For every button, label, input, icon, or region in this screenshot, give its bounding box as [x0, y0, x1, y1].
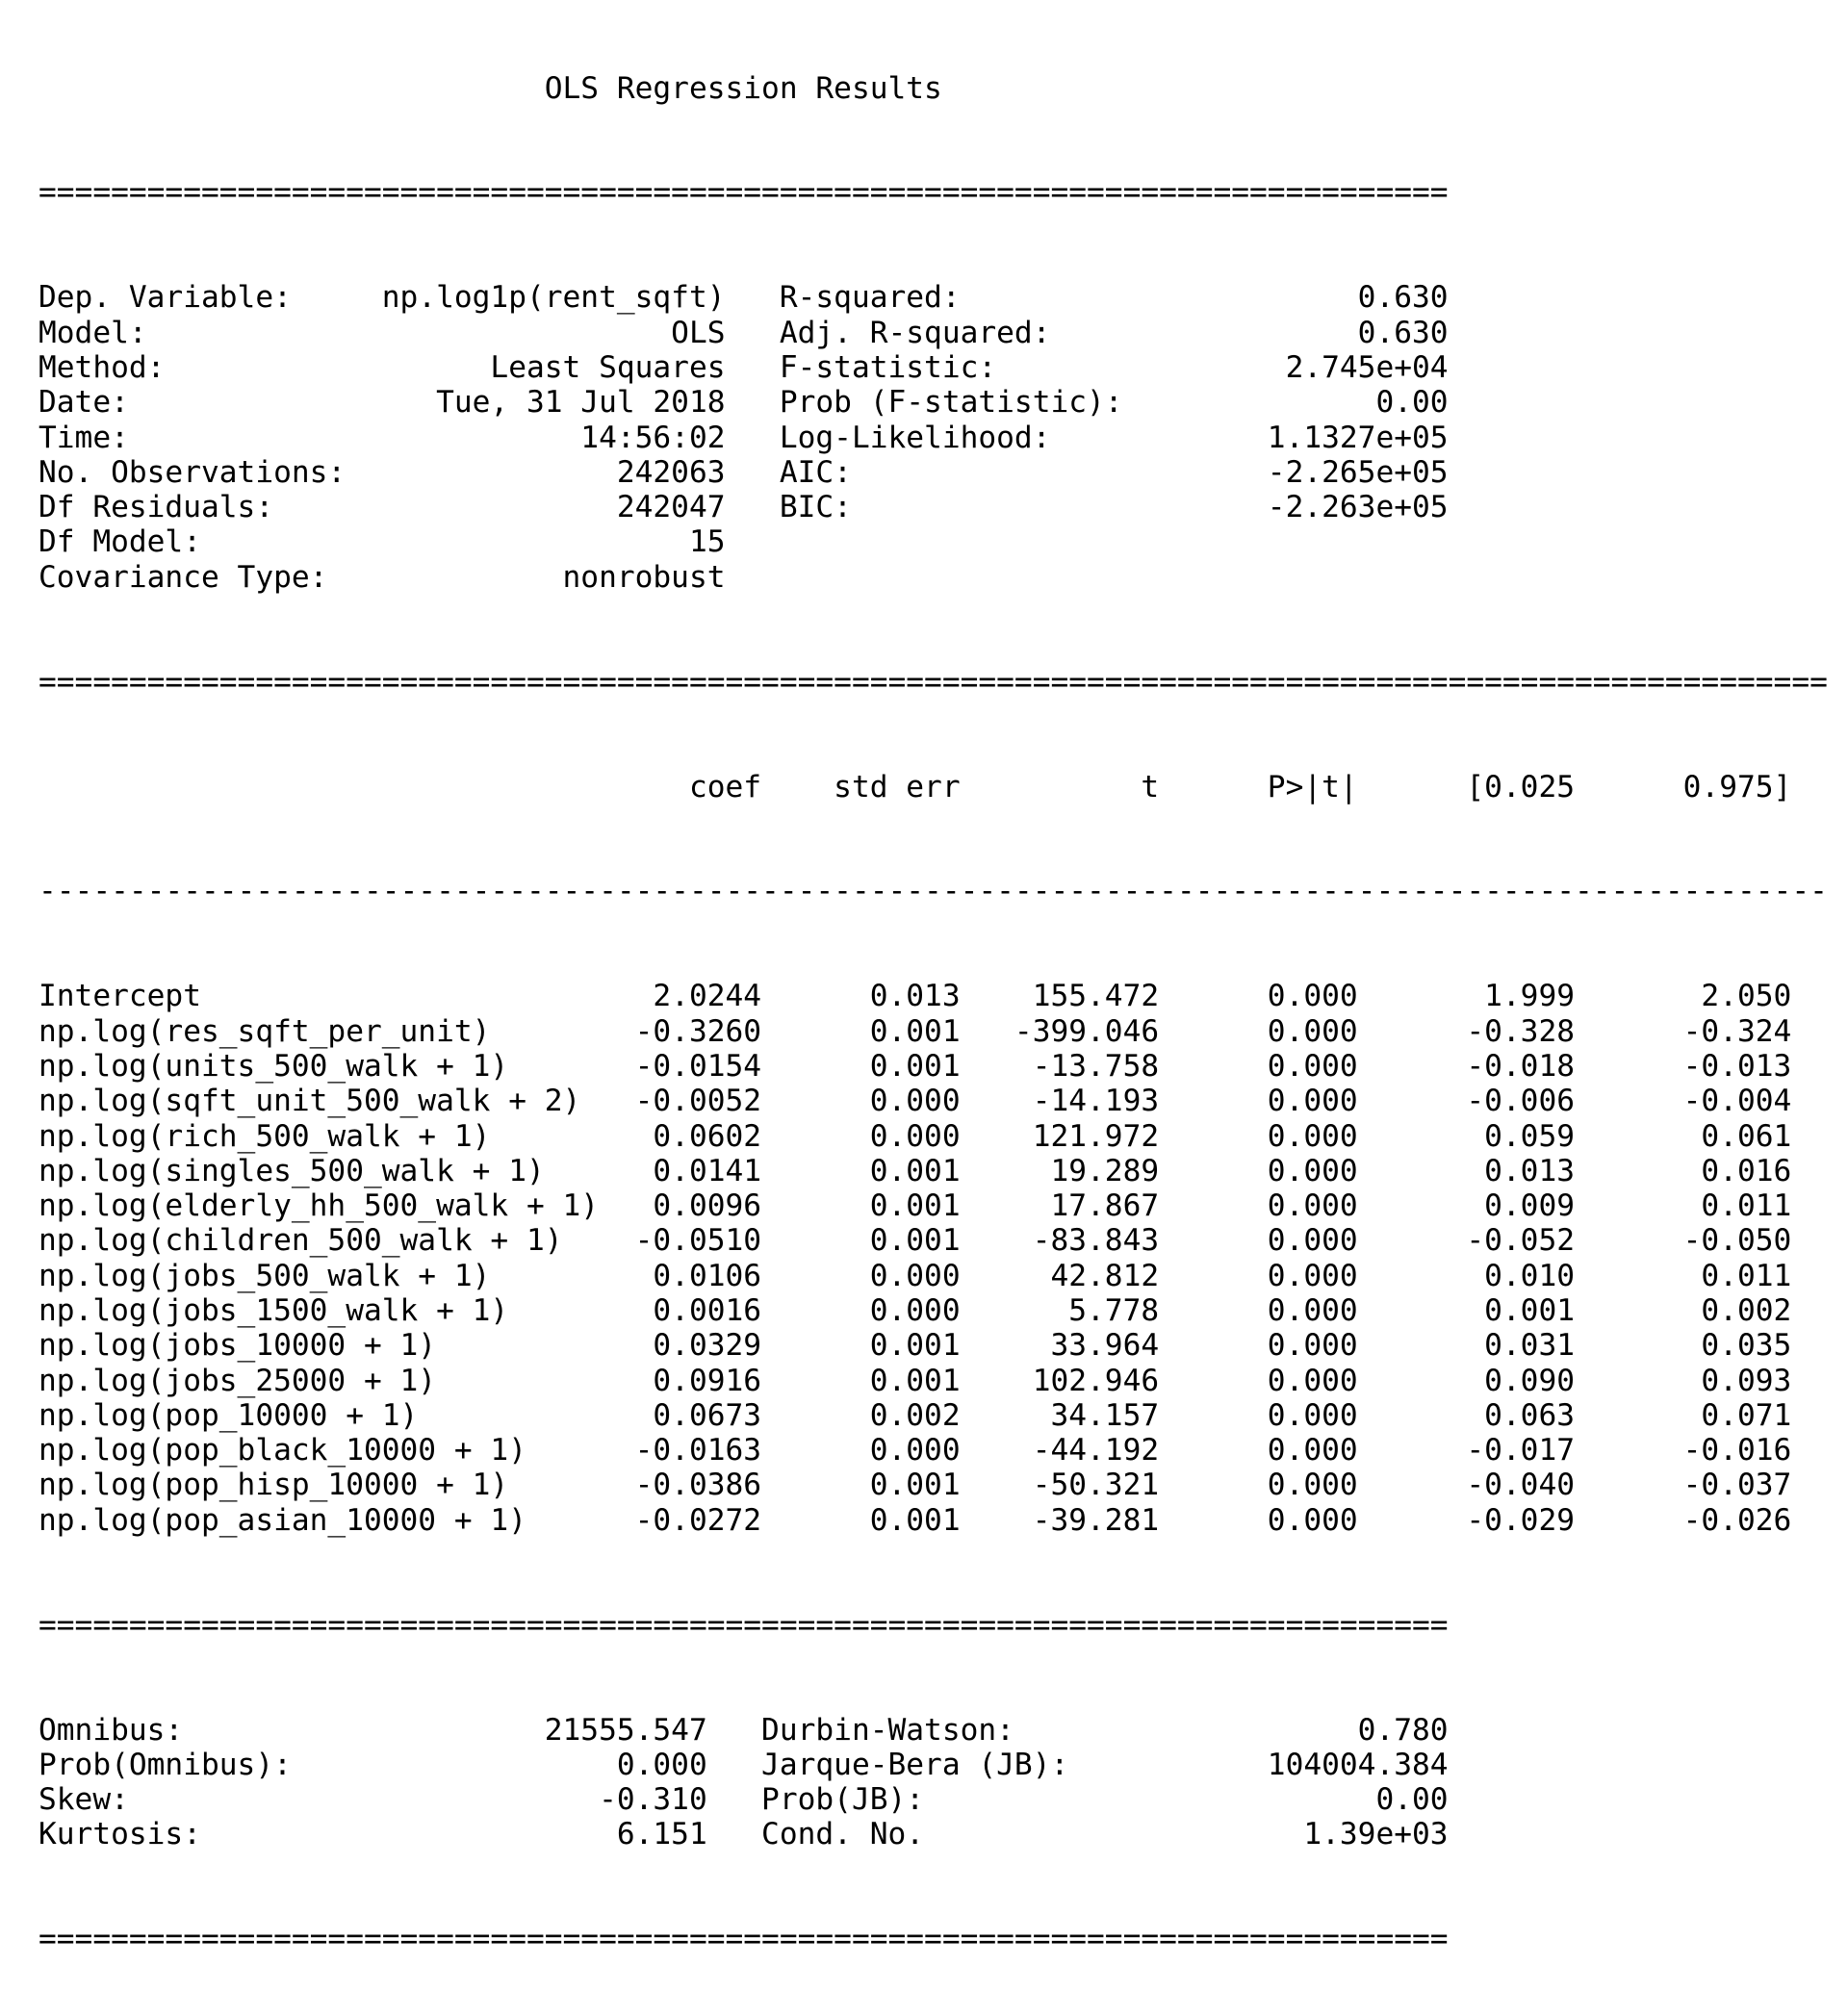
coefficient-row: np.log(pop_black_10000 + 1) -0.0163 0.000 -44.192 0.000 -0.017 -0.016	[38, 1433, 1792, 1468]
model-summary-table	[38, 280, 1828, 595]
coefficient-row: np.log(singles_500_walk + 1) 0.0141 0.001 19.289 0.000 0.013 0.016	[38, 1153, 1792, 1188]
coefficient-row: np.log(pop_hisp_10000 + 1) -0.0386 0.001 -50.321 0.000 -0.040 -0.037	[38, 1468, 1792, 1503]
double-rule-coef-top: ===================================================================================================	[38, 664, 1828, 700]
coefficient-row: np.log(elderly_hh_500_walk + 1) 0.0096 0.001 17.867 0.000 0.009 0.011	[38, 1188, 1792, 1224]
coefficient-row: np.log(jobs_10000 + 1) 0.0329 0.001 33.964 0.000 0.031 0.035	[38, 1328, 1792, 1364]
diagnostics-row: Skew: -0.310 Prob(JB): 0.00	[38, 1782, 1449, 1818]
ols-regression-report	[38, 0, 1828, 1992]
summary-row: Covariance Type: nonrobust	[38, 559, 726, 595]
summary-row: Date: Tue, 31 Jul 2018 Prob (F-statistic): 0.00	[38, 385, 1449, 421]
coefficient-row: np.log(sqft_unit_500_walk + 2) -0.0052 0.000 -14.193 0.000 -0.006 -0.004	[38, 1084, 1792, 1119]
summary-row: Time: 14:56:02 Log-Likelihood: 1.1327e+05	[38, 420, 1449, 455]
coefficient-row: np.log(pop_asian_10000 + 1) -0.0272 0.001 -39.281 0.000 -0.029 -0.026	[38, 1502, 1792, 1538]
double-rule-top: ==============================================================================	[38, 175, 1449, 211]
summary-row: Model: OLS Adj. R-squared: 0.630	[38, 315, 1449, 350]
summary-row: No. Observations: 242063 AIC: -2.265e+05	[38, 454, 1449, 490]
coef-header-row: coef std err t P>|t| [0.025 0.975]	[38, 769, 1792, 804]
coefficient-row: np.log(units_500_walk + 1) -0.0154 0.001 -13.758 0.000 -0.018 -0.013	[38, 1048, 1792, 1084]
coefficient-row: np.log(res_sqft_per_unit) -0.3260 0.001 -399.046 0.000 -0.328 -0.324	[38, 1013, 1792, 1049]
summary-row: Df Model: 15	[38, 524, 726, 560]
summary-row: Dep. Variable: np.log1p(rent_sqft) R-squared: 0.630	[38, 280, 1449, 316]
diagnostics-table	[38, 1713, 1828, 1852]
coefficient-row: np.log(jobs_1500_walk + 1) 0.0016 0.000 5.778 0.000 0.001 0.002	[38, 1292, 1792, 1328]
diagnostics-row: Prob(Omnibus): 0.000 Jarque-Bera (JB): 104004.384	[38, 1747, 1449, 1782]
coefficient-row: Intercept 2.0244 0.013 155.472 0.000 1.999 2.050	[38, 979, 1792, 1014]
report-title: OLS Regression Results	[38, 70, 942, 106]
double-rule-bottom: ==============================================================================	[38, 1922, 1449, 1957]
diagnostics-row: Omnibus: 21555.547 Durbin-Watson: 0.780	[38, 1712, 1449, 1748]
coefficient-row: np.log(pop_10000 + 1) 0.0673 0.002 34.157 0.000 0.063 0.071	[38, 1397, 1792, 1433]
summary-row: Method: Least Squares F-statistic: 2.745e+04	[38, 349, 1449, 385]
coefficient-row: np.log(jobs_500_walk + 1) 0.0106 0.000 42.812 0.000 0.010 0.011	[38, 1258, 1792, 1293]
coefficient-row: np.log(rich_500_walk + 1) 0.0602 0.000 121.972 0.000 0.059 0.061	[38, 1118, 1792, 1154]
coefficient-row: np.log(jobs_25000 + 1) 0.0916 0.001 102.946 0.000 0.090 0.093	[38, 1363, 1792, 1398]
double-rule-diag-top: ==============================================================================	[38, 1607, 1449, 1643]
dash-rule-coef: ---------------------------------------------------------------------------------------------------	[38, 874, 1828, 909]
summary-row: Df Residuals: 242047 BIC: -2.263e+05	[38, 490, 1449, 525]
diagnostics-row: Kurtosis: 6.151 Cond. No. 1.39e+03	[38, 1817, 1449, 1852]
coefficient-row: np.log(children_500_walk + 1) -0.0510 0.001 -83.843 0.000 -0.052 -0.050	[38, 1223, 1792, 1259]
coefficient-table	[38, 979, 1828, 1538]
